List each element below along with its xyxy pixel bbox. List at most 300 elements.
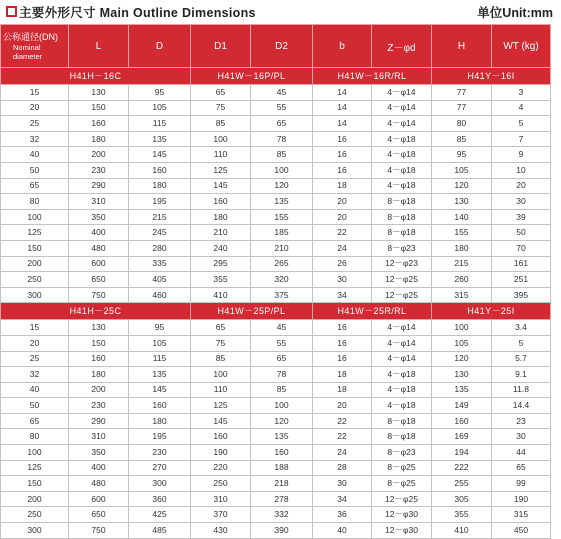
table-cell: 355 <box>191 272 251 288</box>
table-cell: 100 <box>191 131 251 147</box>
table-cell: 200 <box>1 491 69 507</box>
table-cell: 200 <box>69 382 129 398</box>
table-cell: 194 <box>432 445 492 461</box>
table-cell: 20 <box>313 209 372 225</box>
table-cell: 65 <box>492 460 551 476</box>
table-cell: 8－φ23 <box>372 240 432 256</box>
table-cell: 78 <box>251 131 313 147</box>
table-row <box>1 256 551 272</box>
table-cell: 300 <box>1 523 69 539</box>
table-cell: 55 <box>251 335 313 351</box>
table-cell: 430 <box>191 523 251 539</box>
table-cell: 14 <box>313 116 372 132</box>
table-cell: 30 <box>492 429 551 445</box>
table-row <box>1 398 551 414</box>
col-header-H: H <box>432 25 492 68</box>
table-cell: 120 <box>251 413 313 429</box>
table-cell: 4－φ18 <box>372 147 432 163</box>
table-cell: 188 <box>251 460 313 476</box>
table-cell: 160 <box>69 351 129 367</box>
table-cell: 190 <box>492 491 551 507</box>
table-row <box>1 178 551 194</box>
table-cell: 25 <box>1 116 69 132</box>
table-cell: 65 <box>1 413 69 429</box>
table-cell: 169 <box>432 429 492 445</box>
table-cell: 278 <box>251 491 313 507</box>
table-cell: 9.1 <box>492 367 551 383</box>
table-cell: 370 <box>191 507 251 523</box>
table-cell: 160 <box>251 445 313 461</box>
table-cell: 120 <box>251 178 313 194</box>
table-cell: 4－φ14 <box>372 100 432 116</box>
table-cell: 115 <box>129 351 191 367</box>
table-cell: 11.8 <box>492 382 551 398</box>
table-row <box>1 147 551 163</box>
table-cell: 180 <box>432 240 492 256</box>
table-cell: 600 <box>69 491 129 507</box>
table-cell: 12－φ25 <box>372 272 432 288</box>
table-cell: 26 <box>313 256 372 272</box>
table-cell: 10 <box>492 162 551 178</box>
col-header-D: D <box>129 25 191 68</box>
table-cell: 3 <box>492 85 551 101</box>
table-cell: 130 <box>69 85 129 101</box>
table-cell: 110 <box>191 382 251 398</box>
table-cell: 80 <box>1 429 69 445</box>
table-cell: 255 <box>432 476 492 492</box>
table-cell: 161 <box>492 256 551 272</box>
table-cell: 300 <box>1 287 69 303</box>
table-cell: 180 <box>129 178 191 194</box>
table-cell: 4－φ14 <box>372 335 432 351</box>
table-cell: 650 <box>69 507 129 523</box>
table-cell: 8－φ18 <box>372 429 432 445</box>
table-cell: 350 <box>69 209 129 225</box>
table-cell: 110 <box>191 147 251 163</box>
table-cell: 750 <box>69 523 129 539</box>
table-cell: 410 <box>432 523 492 539</box>
table-row <box>1 209 551 225</box>
table-cell: 230 <box>69 162 129 178</box>
table-row <box>1 523 551 539</box>
table-cell: 240 <box>191 240 251 256</box>
table-cell: 16 <box>313 147 372 163</box>
table-cell: 290 <box>69 413 129 429</box>
table-cell: 45 <box>251 85 313 101</box>
model-group-row <box>1 303 551 320</box>
table-cell: 120 <box>432 178 492 194</box>
table-cell: 65 <box>1 178 69 194</box>
table-cell: 4 <box>492 100 551 116</box>
table-row <box>1 287 551 303</box>
table-cell: 180 <box>191 209 251 225</box>
table-cell: 155 <box>432 225 492 241</box>
table-cell: 4－φ18 <box>372 398 432 414</box>
table-cell: 80 <box>1 194 69 210</box>
table-cell: 20 <box>313 194 372 210</box>
table-cell: 295 <box>191 256 251 272</box>
table-cell: 8－φ23 <box>372 445 432 461</box>
table-cell: 5.7 <box>492 351 551 367</box>
table-cell: 85 <box>191 351 251 367</box>
col-header-nominal-diameter <box>1 25 69 68</box>
table-cell: 18 <box>313 382 372 398</box>
table-cell: 22 <box>313 225 372 241</box>
table-cell: 99 <box>492 476 551 492</box>
table-cell: 185 <box>251 225 313 241</box>
col-header-dn-en: Nominal diameter <box>13 42 43 61</box>
table-cell: 32 <box>1 367 69 383</box>
table-cell: 145 <box>191 178 251 194</box>
table-cell: 215 <box>129 209 191 225</box>
table-cell: 78 <box>251 367 313 383</box>
table-cell: 16 <box>313 131 372 147</box>
col-header-D2: D2 <box>251 25 313 68</box>
table-row <box>1 85 551 101</box>
table-cell: 4－φ18 <box>372 131 432 147</box>
table-cell: 12－φ23 <box>372 256 432 272</box>
table-cell: 100 <box>251 162 313 178</box>
table-cell: 105 <box>129 335 191 351</box>
table-cell: 16 <box>313 351 372 367</box>
table-cell: 36 <box>313 507 372 523</box>
table-cell: 145 <box>129 382 191 398</box>
table-cell: 44 <box>492 445 551 461</box>
table-cell: 12－φ30 <box>372 523 432 539</box>
table-cell: 34 <box>313 287 372 303</box>
table-row <box>1 429 551 445</box>
table-cell: 320 <box>251 272 313 288</box>
table-cell: 150 <box>1 476 69 492</box>
table-cell: 190 <box>191 445 251 461</box>
table-cell: 4－φ18 <box>372 382 432 398</box>
col-header-L: L <box>69 25 129 68</box>
table-cell: 7 <box>492 131 551 147</box>
table-row <box>1 445 551 461</box>
column-header-row <box>1 25 551 68</box>
table-cell: 450 <box>492 523 551 539</box>
table-cell: 650 <box>69 272 129 288</box>
table-cell: 25 <box>1 351 69 367</box>
table-cell: 210 <box>251 240 313 256</box>
table-cell: 8－φ18 <box>372 225 432 241</box>
table-cell: 30 <box>492 194 551 210</box>
table-cell: 310 <box>191 491 251 507</box>
table-cell: 360 <box>129 491 191 507</box>
table-cell: 85 <box>251 382 313 398</box>
table-row <box>1 460 551 476</box>
table-cell: 130 <box>432 194 492 210</box>
table-cell: 15 <box>1 320 69 336</box>
table-cell: 215 <box>432 256 492 272</box>
table-cell: 400 <box>69 460 129 476</box>
table-cell: 80 <box>432 116 492 132</box>
unit-label: 单位Unit:mm <box>477 6 553 20</box>
table-cell: 230 <box>129 445 191 461</box>
table-cell: 140 <box>432 209 492 225</box>
table-cell: 220 <box>191 460 251 476</box>
table-cell: 50 <box>1 398 69 414</box>
table-cell: 230 <box>69 398 129 414</box>
title-bar <box>0 0 561 24</box>
table-cell: 160 <box>191 194 251 210</box>
table-cell: 260 <box>432 272 492 288</box>
table-cell: 32 <box>1 131 69 147</box>
table-cell: 12－φ25 <box>372 491 432 507</box>
table-cell: 125 <box>1 225 69 241</box>
table-cell: 16 <box>313 335 372 351</box>
table-cell: 85 <box>251 147 313 163</box>
table-cell: 40 <box>1 382 69 398</box>
table-cell: 4－φ18 <box>372 162 432 178</box>
model-label: H41Y－25I <box>432 303 551 320</box>
table-cell: 390 <box>251 523 313 539</box>
table-cell: 290 <box>69 178 129 194</box>
table-cell: 16 <box>313 320 372 336</box>
table-row <box>1 507 551 523</box>
table-cell: 375 <box>251 287 313 303</box>
table-cell: 20 <box>1 335 69 351</box>
table-cell: 405 <box>129 272 191 288</box>
dimensions-table <box>0 24 551 539</box>
table-cell: 70 <box>492 240 551 256</box>
model-label: H41H－16C <box>1 68 191 85</box>
table-cell: 65 <box>191 85 251 101</box>
table-cell: 24 <box>313 240 372 256</box>
table-row <box>1 194 551 210</box>
table-cell: 310 <box>69 194 129 210</box>
table-cell: 8－φ18 <box>372 194 432 210</box>
table-cell: 395 <box>492 287 551 303</box>
table-cell: 485 <box>129 523 191 539</box>
table-cell: 218 <box>251 476 313 492</box>
table-cell: 50 <box>1 162 69 178</box>
table-cell: 100 <box>1 209 69 225</box>
table-cell: 750 <box>69 287 129 303</box>
table-row <box>1 131 551 147</box>
table-cell: 18 <box>313 178 372 194</box>
table-cell: 85 <box>191 116 251 132</box>
table-row <box>1 240 551 256</box>
table-cell: 8－φ18 <box>372 209 432 225</box>
table-cell: 20 <box>1 100 69 116</box>
table-cell: 265 <box>251 256 313 272</box>
col-header-b: b <box>313 25 372 68</box>
table-cell: 135 <box>251 429 313 445</box>
table-row <box>1 272 551 288</box>
table-cell: 22 <box>313 413 372 429</box>
table-cell: 270 <box>129 460 191 476</box>
table-row <box>1 382 551 398</box>
table-cell: 12－φ30 <box>372 507 432 523</box>
table-cell: 149 <box>432 398 492 414</box>
table-cell: 55 <box>251 100 313 116</box>
table-cell: 460 <box>129 287 191 303</box>
table-cell: 120 <box>432 351 492 367</box>
table-cell: 14 <box>313 85 372 101</box>
table-cell: 125 <box>191 162 251 178</box>
table-cell: 425 <box>129 507 191 523</box>
table-cell: 40 <box>313 523 372 539</box>
table-cell: 85 <box>432 131 492 147</box>
table-cell: 145 <box>191 413 251 429</box>
page-title: 主要外形尺寸 Main Outline Dimensions <box>19 6 256 20</box>
table-cell: 480 <box>69 476 129 492</box>
table-cell: 180 <box>69 367 129 383</box>
table-cell: 4－φ14 <box>372 85 432 101</box>
table-row <box>1 162 551 178</box>
table-cell: 135 <box>129 131 191 147</box>
table-cell: 28 <box>313 460 372 476</box>
table-cell: 4－φ18 <box>372 367 432 383</box>
table-cell: 40 <box>1 147 69 163</box>
table-cell: 125 <box>191 398 251 414</box>
table-cell: 355 <box>432 507 492 523</box>
table-cell: 410 <box>191 287 251 303</box>
table-row <box>1 225 551 241</box>
model-label: H41W－25P/PL <box>191 303 313 320</box>
table-cell: 480 <box>69 240 129 256</box>
table-cell: 34 <box>313 491 372 507</box>
col-header-wt: WT (kg) <box>492 25 551 68</box>
table-row <box>1 100 551 116</box>
model-label: H41W－16R/RL <box>313 68 432 85</box>
table-cell: 210 <box>191 225 251 241</box>
table-cell: 315 <box>432 287 492 303</box>
table-cell: 20 <box>492 178 551 194</box>
table-cell: 16 <box>313 162 372 178</box>
table-cell: 4－φ18 <box>372 178 432 194</box>
table-cell: 20 <box>313 398 372 414</box>
table-cell: 150 <box>69 100 129 116</box>
table-cell: 115 <box>129 116 191 132</box>
table-cell: 9 <box>492 147 551 163</box>
table-cell: 100 <box>251 398 313 414</box>
table-cell: 150 <box>69 335 129 351</box>
table-cell: 155 <box>251 209 313 225</box>
table-cell: 95 <box>432 147 492 163</box>
table-cell: 23 <box>492 413 551 429</box>
model-label: H41W－16P/PL <box>191 68 313 85</box>
table-cell: 160 <box>129 162 191 178</box>
table-cell: 160 <box>191 429 251 445</box>
table-cell: 75 <box>191 335 251 351</box>
table-cell: 305 <box>432 491 492 507</box>
table-cell: 8－φ25 <box>372 476 432 492</box>
table-cell: 5 <box>492 116 551 132</box>
table-cell: 250 <box>1 507 69 523</box>
table-cell: 77 <box>432 100 492 116</box>
table-cell: 95 <box>129 85 191 101</box>
model-label: H41W－25R/RL <box>313 303 432 320</box>
table-cell: 300 <box>129 476 191 492</box>
table-cell: 75 <box>191 100 251 116</box>
table-cell: 135 <box>251 194 313 210</box>
table-cell: 180 <box>69 131 129 147</box>
table-cell: 100 <box>1 445 69 461</box>
table-cell: 95 <box>129 320 191 336</box>
table-cell: 245 <box>129 225 191 241</box>
table-cell: 200 <box>1 256 69 272</box>
table-cell: 22 <box>313 429 372 445</box>
table-cell: 50 <box>492 225 551 241</box>
col-header-D1: D1 <box>191 25 251 68</box>
model-group-row <box>1 68 551 85</box>
table-cell: 77 <box>432 85 492 101</box>
table-cell: 4－φ14 <box>372 320 432 336</box>
table-cell: 350 <box>69 445 129 461</box>
table-cell: 195 <box>129 429 191 445</box>
table-cell: 12－φ25 <box>372 287 432 303</box>
table-cell: 222 <box>432 460 492 476</box>
table-cell: 400 <box>69 225 129 241</box>
table-cell: 45 <box>251 320 313 336</box>
table-cell: 18 <box>313 367 372 383</box>
table-cell: 250 <box>191 476 251 492</box>
table-cell: 280 <box>129 240 191 256</box>
table-cell: 135 <box>129 367 191 383</box>
col-header-dn-cn: 公称通径(DN) <box>3 31 58 42</box>
table-cell: 14 <box>313 100 372 116</box>
table-cell: 4－φ14 <box>372 116 432 132</box>
table-cell: 65 <box>251 116 313 132</box>
table-cell: 195 <box>129 194 191 210</box>
table-row <box>1 476 551 492</box>
table-cell: 310 <box>69 429 129 445</box>
table-cell: 145 <box>129 147 191 163</box>
table-cell: 315 <box>492 507 551 523</box>
table-row <box>1 320 551 336</box>
table-cell: 135 <box>432 382 492 398</box>
col-header-z-phid: Z－φd <box>372 25 432 68</box>
table-cell: 30 <box>313 476 372 492</box>
table-cell: 160 <box>69 116 129 132</box>
table-cell: 130 <box>432 367 492 383</box>
table-cell: 39 <box>492 209 551 225</box>
table-cell: 180 <box>129 413 191 429</box>
table-body <box>1 68 551 539</box>
table-cell: 15 <box>1 85 69 101</box>
table-cell: 335 <box>129 256 191 272</box>
table-row <box>1 491 551 507</box>
table-cell: 30 <box>313 272 372 288</box>
table-cell: 105 <box>129 100 191 116</box>
table-row <box>1 367 551 383</box>
table-cell: 600 <box>69 256 129 272</box>
table-row <box>1 116 551 132</box>
table-cell: 14.4 <box>492 398 551 414</box>
table-cell: 100 <box>191 367 251 383</box>
table-row <box>1 335 551 351</box>
table-cell: 200 <box>69 147 129 163</box>
table-cell: 3.4 <box>492 320 551 336</box>
table-cell: 105 <box>432 335 492 351</box>
table-cell: 65 <box>191 320 251 336</box>
table-cell: 332 <box>251 507 313 523</box>
table-row <box>1 413 551 429</box>
table-cell: 125 <box>1 460 69 476</box>
table-row <box>1 351 551 367</box>
table-cell: 105 <box>432 162 492 178</box>
table-cell: 130 <box>69 320 129 336</box>
table-cell: 160 <box>129 398 191 414</box>
table-cell: 100 <box>432 320 492 336</box>
table-cell: 4－φ14 <box>372 351 432 367</box>
table-cell: 24 <box>313 445 372 461</box>
square-bullet-icon <box>6 6 17 17</box>
table-cell: 160 <box>432 413 492 429</box>
table-cell: 150 <box>1 240 69 256</box>
